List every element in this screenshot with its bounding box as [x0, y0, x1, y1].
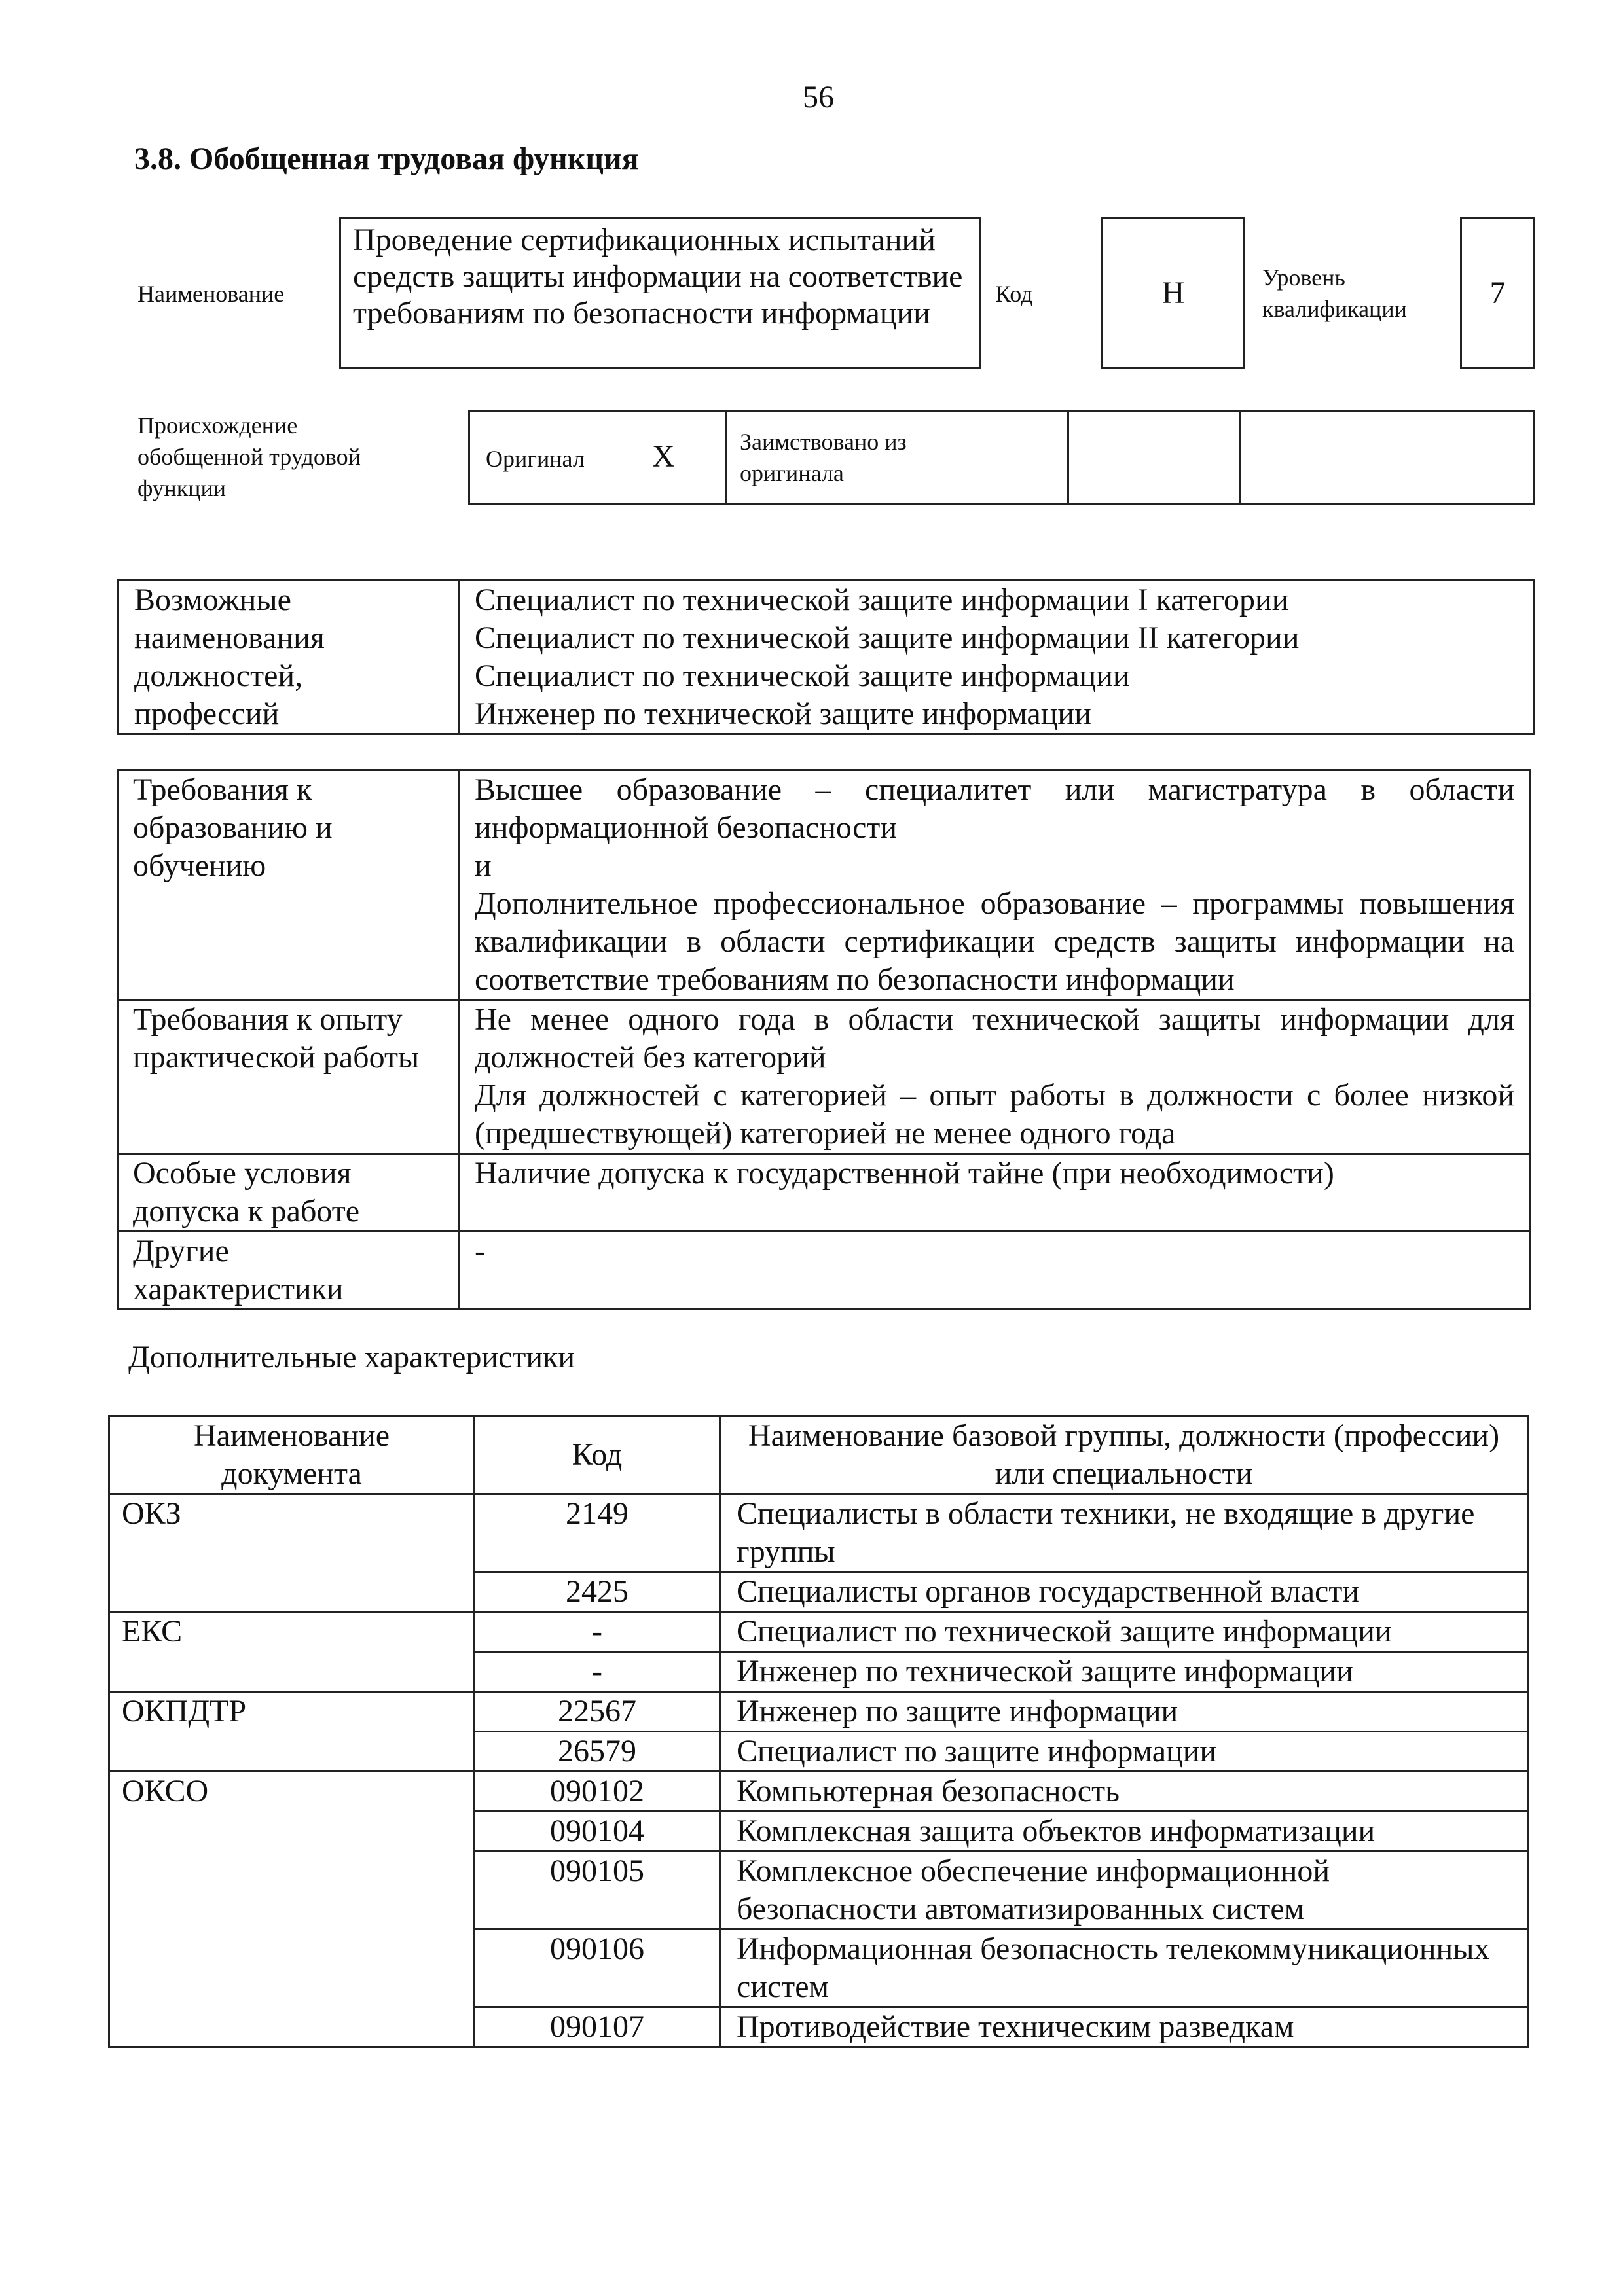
code-value-box: H — [1101, 217, 1245, 369]
requirements-table — [117, 769, 1531, 1310]
code-cell: 090102 — [475, 1772, 720, 1812]
name-cell: Инженер по технической защите информации — [720, 1652, 1528, 1692]
name-cell: Специалисты в области техники, не входящие в другие группы — [720, 1494, 1528, 1572]
level-label: Уровень квалификации — [1262, 264, 1407, 322]
origin-label: Происхождение обобщенной трудовой функции — [137, 412, 361, 501]
requirement-label: Особые условия допуска к работе — [118, 1154, 460, 1232]
positions-list — [460, 581, 1535, 734]
doc-cell: ОКПДТР — [109, 1692, 475, 1772]
requirement-label: Другие характеристики — [118, 1232, 460, 1310]
list-item: Специалист по технической защите информации — [475, 658, 1130, 693]
table-row — [118, 581, 1535, 734]
table-row — [109, 1494, 1528, 1572]
requirement-text — [460, 770, 1530, 1000]
code-cell: 090104 — [475, 1812, 720, 1852]
requirement-text — [460, 1232, 1530, 1310]
additional-table — [108, 1415, 1529, 2048]
name-cell: Комплексное обеспечение информационной безопасности автоматизированных систем — [720, 1852, 1528, 1929]
requirement-line: и — [475, 848, 492, 883]
header-doc: Наименование документа — [109, 1416, 475, 1494]
name-cell: Специалисты органов государственной власти — [720, 1572, 1528, 1612]
original-mark: X — [652, 439, 675, 474]
name-cell: Противодействие техническим разведкам — [720, 2007, 1528, 2047]
name-cell: Специалист по технической защите информации — [720, 1612, 1528, 1652]
positions-label: Возможные наименования должностей, профессий — [118, 581, 460, 734]
borrowed-label: Заимствовано из оригинала — [740, 429, 907, 486]
divider — [1067, 412, 1069, 503]
code-cell: 2425 — [475, 1572, 720, 1612]
requirement-line: Наличие допуска к государственной тайне (при необходимости) — [475, 1156, 1334, 1191]
table-row — [118, 770, 1530, 1000]
requirement-label: Требования к образованию и обучению — [118, 770, 460, 1000]
table-row — [118, 1154, 1530, 1232]
code-cell: 090106 — [475, 1929, 720, 2007]
requirement-line: Дополнительное профессиональное образование – программы повышения квалификации в области сертификации средств защиты информации на соответствие требованиям по безопасности информации — [475, 886, 1514, 997]
code-cell: 090107 — [475, 2007, 720, 2047]
code-cell: 090105 — [475, 1852, 720, 1929]
doc-cell: ОКСО — [109, 1772, 475, 2047]
divider — [1239, 412, 1241, 503]
additional-title: Дополнительные характеристики — [128, 1340, 575, 1374]
requirement-label: Требования к опыту практической работы — [118, 1000, 460, 1154]
code-cell: - — [475, 1652, 720, 1692]
list-item: Специалист по технической защите информации I категории — [475, 583, 1289, 617]
requirement-line: Не менее одного года в области технической защиты информации для должностей без категорий — [475, 1002, 1514, 1075]
table-header-row — [109, 1416, 1528, 1494]
code-label: Код — [995, 281, 1033, 307]
name-cell: Инженер по защите информации — [720, 1692, 1528, 1732]
table-row — [109, 1612, 1528, 1652]
section-title: 3.8. Обобщенная трудовая функция — [134, 141, 639, 176]
header-name: Наименование базовой группы, должности (профессии) или специальности — [720, 1416, 1528, 1494]
header-code: Код — [475, 1416, 720, 1494]
name-cell: Комплексная защита объектов информатизации — [720, 1812, 1528, 1852]
page-number: 56 — [803, 80, 834, 115]
name-label: Наименование — [137, 281, 285, 307]
name-cell: Специалист по защите информации — [720, 1732, 1528, 1772]
table-row — [109, 1772, 1528, 1812]
divider — [725, 412, 727, 503]
table-row — [118, 1232, 1530, 1310]
requirement-text — [460, 1000, 1530, 1154]
requirement-line: Высшее образование – специалитет или магистратура в области информационной безопасности — [475, 772, 1514, 845]
list-item: Инженер по технической защите информации — [475, 696, 1091, 731]
doc-cell: ОКЗ — [109, 1494, 475, 1612]
list-item: Специалист по технической защите информации II категории — [475, 620, 1300, 655]
requirement-line: - — [475, 1234, 485, 1268]
positions-table — [117, 579, 1535, 735]
code-cell: 2149 — [475, 1494, 720, 1572]
requirement-line: Для должностей с категорией – опыт работы в должности с более низкой (предшествующей) категорией не менее одного года — [475, 1078, 1514, 1151]
table-row — [109, 1692, 1528, 1732]
name-cell: Информационная безопасность телекоммуникационных систем — [720, 1929, 1528, 2007]
function-name-box: Проведение сертификационных испытаний средств защиты информации на соответствие требованиям по безопасности информации — [339, 217, 981, 369]
code-cell: 22567 — [475, 1692, 720, 1732]
code-cell: 26579 — [475, 1732, 720, 1772]
code-cell: - — [475, 1612, 720, 1652]
origin-table — [468, 410, 1535, 505]
table-row — [118, 1000, 1530, 1154]
name-cell: Компьютерная безопасность — [720, 1772, 1528, 1812]
requirement-text — [460, 1154, 1530, 1232]
doc-cell: ЕКС — [109, 1612, 475, 1692]
level-value-box: 7 — [1460, 217, 1535, 369]
original-label: Оригинал — [486, 446, 585, 472]
